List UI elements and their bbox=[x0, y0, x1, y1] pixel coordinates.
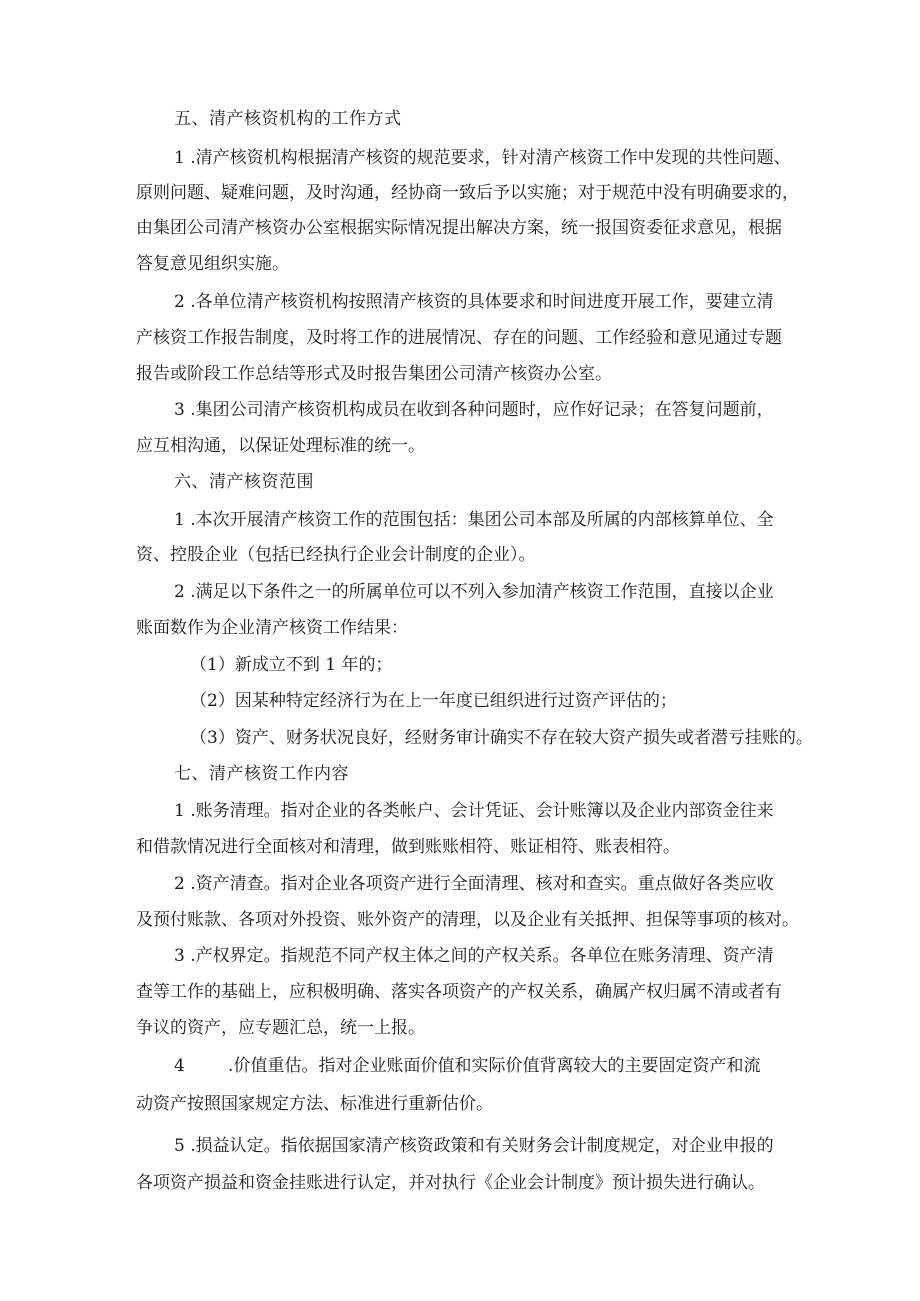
s5-para-1-line-1: 1 .清产核资机构根据清产核资的规范要求，针对清产核资工作中发现的共性问题、 bbox=[174, 148, 791, 168]
s7-para-2-line-1: 2 .资产清查。指对企业各项资产进行全面清理、核对和查实。重点做好各类应收 bbox=[174, 874, 774, 894]
s6-condition-2: （2）因某种特定经济行为在上一年度已组织进行过资产评估的； bbox=[190, 691, 677, 711]
s7-para-4-line-2: 动资产按照国家规定方法、标准进行重新估价。 bbox=[136, 1094, 493, 1114]
s6-condition-3: （3）资产、财务状况良好，经财务审计确实不存在较大资产损失或者潜亏挂账的。 bbox=[190, 728, 813, 748]
s7-para-5-line-2: 各项资产损益和资金挂账进行认定，并对执行《企业会计制度》预计损失进行确认。 bbox=[136, 1173, 765, 1193]
s7-para-3-line-1: 3 .产权界定。指规范不同产权主体之间的产权关系。各单位在账务清理、资产清 bbox=[174, 946, 774, 966]
s7-para-4-line-1: 4 .价值重估。指对企业账面价值和实际价值背离较大的主要固定资产和流 bbox=[174, 1056, 761, 1076]
s5-para-2-line-2: 产核资工作报告制度，及时将工作的进展情况、存在的问题、工作经验和意见通过专题 bbox=[136, 328, 782, 348]
s7-para-2-line-2: 及预付账款、各项对外投资、账外资产的清理，以及企业有关抵押、担保等事项的核对。 bbox=[136, 910, 799, 930]
s5-para-1-line-2: 原则问题、疑难问题，及时沟通，经协商一致后予以实施；对于规范中没有明确要求的， bbox=[136, 183, 799, 203]
s7-para-1-line-2: 和借款情况进行全面核对和清理，做到账账相符、账证相符、账表相符。 bbox=[136, 837, 680, 857]
section-7-title: 七、清产核资工作内容 bbox=[174, 764, 349, 784]
s7-para-3-line-3: 争议的资产，应专题汇总，统一上报。 bbox=[136, 1018, 425, 1038]
s5-para-1-line-3: 由集团公司清产核资办公室根据实际情况提出解决方案，统一报国资委征求意见，根据 bbox=[136, 218, 782, 238]
s6-para-2-line-1: 2 .满足以下条件之一的所属单位可以不列入参加清产核资工作范围，直接以企业 bbox=[174, 582, 774, 602]
s6-para-2-line-2: 账面数作为企业清产核资工作结果： bbox=[136, 618, 408, 638]
s6-para-1-line-1: 1 .本次开展清产核资工作的范围包括：集团公司本部及所属的内部核算单位、全 bbox=[174, 510, 774, 530]
s7-para-1-line-1: 1 .账务清理。指对企业的各类帐户、会计凭证、会计账簿以及企业内部资金往来 bbox=[174, 801, 774, 821]
s5-para-3-line-1: 3 .集团公司清产核资机构成员在收到各种问题时，应作好记录；在答复问题前， bbox=[174, 400, 774, 420]
s5-para-2-line-1: 2 .各单位清产核资机构按照清产核资的具体要求和时间进度开展工作，要建立清 bbox=[174, 292, 774, 312]
s7-para-3-line-2: 查等工作的基础上，应积极明确、落实各项资产的产权关系，确属产权归属不清或者有 bbox=[136, 982, 782, 1002]
s5-para-1-line-4: 答复意见组织实施。 bbox=[136, 254, 289, 274]
s7-para-5-line-1: 5 .损益认定。指依据国家清产核资政策和有关财务会计制度规定，对企业申报的 bbox=[174, 1136, 774, 1156]
section-5-title: 五、清产核资机构的工作方式 bbox=[174, 109, 402, 129]
s5-para-3-line-2: 应互相沟通，以保证处理标准的统一。 bbox=[136, 436, 425, 456]
section-6-title: 六、清产核资范围 bbox=[174, 472, 314, 492]
s6-condition-1: （1）新成立不到 1 年的； bbox=[190, 655, 393, 675]
s5-para-2-line-3: 报告或阶段工作总结等形式及时报告集团公司清产核资办公室。 bbox=[136, 364, 612, 384]
s6-para-1-line-2: 资、控股企业（包括已经执行企业会计制度的企业）。 bbox=[136, 545, 536, 565]
